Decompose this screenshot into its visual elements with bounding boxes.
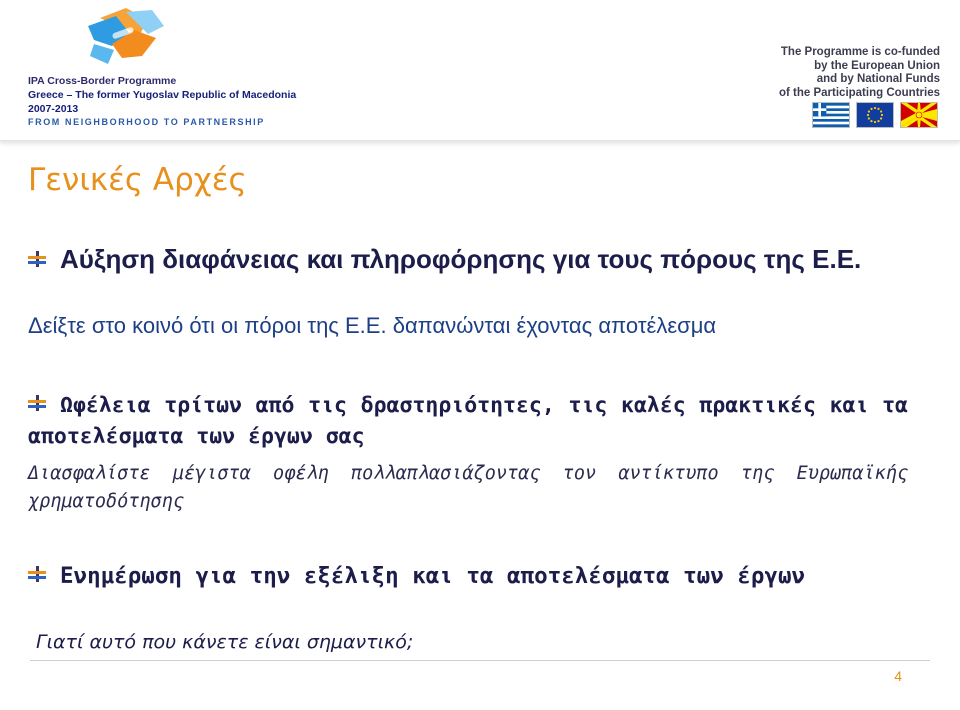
macedonia-flag-icon [900, 102, 938, 128]
flags-row [812, 102, 938, 128]
programme-logo [28, 0, 368, 132]
handshake-logo-icon [82, 4, 166, 70]
eu-flag-icon [856, 102, 894, 128]
bar-bullet-icon [28, 395, 46, 411]
cofund-line: and by National Funds [816, 73, 940, 85]
bullet-progress-update-subtext: Γιατί αυτό που κάνετε είναι σημαντικό; [36, 631, 414, 653]
bar-bullet-icon [28, 566, 46, 582]
bullet-transparency-subtext: Δείξτε στο κοινό ότι οι πόροι της Ε.Ε. δαπανώνται έχοντας αποτέλεσμα [28, 313, 717, 338]
slide-title: Γενικές Αρχές [28, 162, 247, 198]
programme-name: IPA Cross-Border Programme [28, 75, 177, 87]
programme-slogan: FROM NEIGHBORHOOD TO PARTNERSHIP [28, 117, 265, 127]
cofunding-statement [779, 46, 940, 100]
greece-flag-icon [812, 102, 850, 128]
bar-bullet-icon [28, 251, 46, 267]
programme-countries: Greece – The former Yugoslav Republic of Macedonia [28, 89, 297, 101]
programme-period: 2007-2013 [28, 103, 79, 115]
bullet-progress-update-heading [28, 560, 908, 592]
bullet-heading-text: Ωφέλεια τρίτων από τις δραστηριότητες, τις καλές πρακτικές και τα αποτελέσματα των έργων σας [28, 393, 908, 449]
bullet-third-party-benefit-subtext: Διασφαλίστε μέγιστα οφέλη πολλαπλασιάζοντας τον αντίκτυπο της Ευρωπαϊκής χρηματοδότησης [28, 463, 908, 512]
slide-header [0, 0, 960, 141]
footer-divider [30, 660, 930, 661]
page-number: 4 [894, 668, 902, 684]
cofund-line: of the Participating Countries [778, 86, 940, 99]
bullet-third-party-benefit-heading [28, 390, 908, 452]
cofund-line: The Programme is co-funded [780, 46, 940, 58]
bullet-heading-text: Αύξηση διαφάνειας και πληροφόρησης για τους πόρους της Ε.Ε. [60, 244, 862, 274]
cofund-line: by the European Union [814, 59, 940, 72]
bullet-transparency-heading [28, 243, 908, 275]
bullet-heading-text: Ενημέρωση για την εξέλιξη και τα αποτελέσματα των έργων [60, 563, 806, 589]
